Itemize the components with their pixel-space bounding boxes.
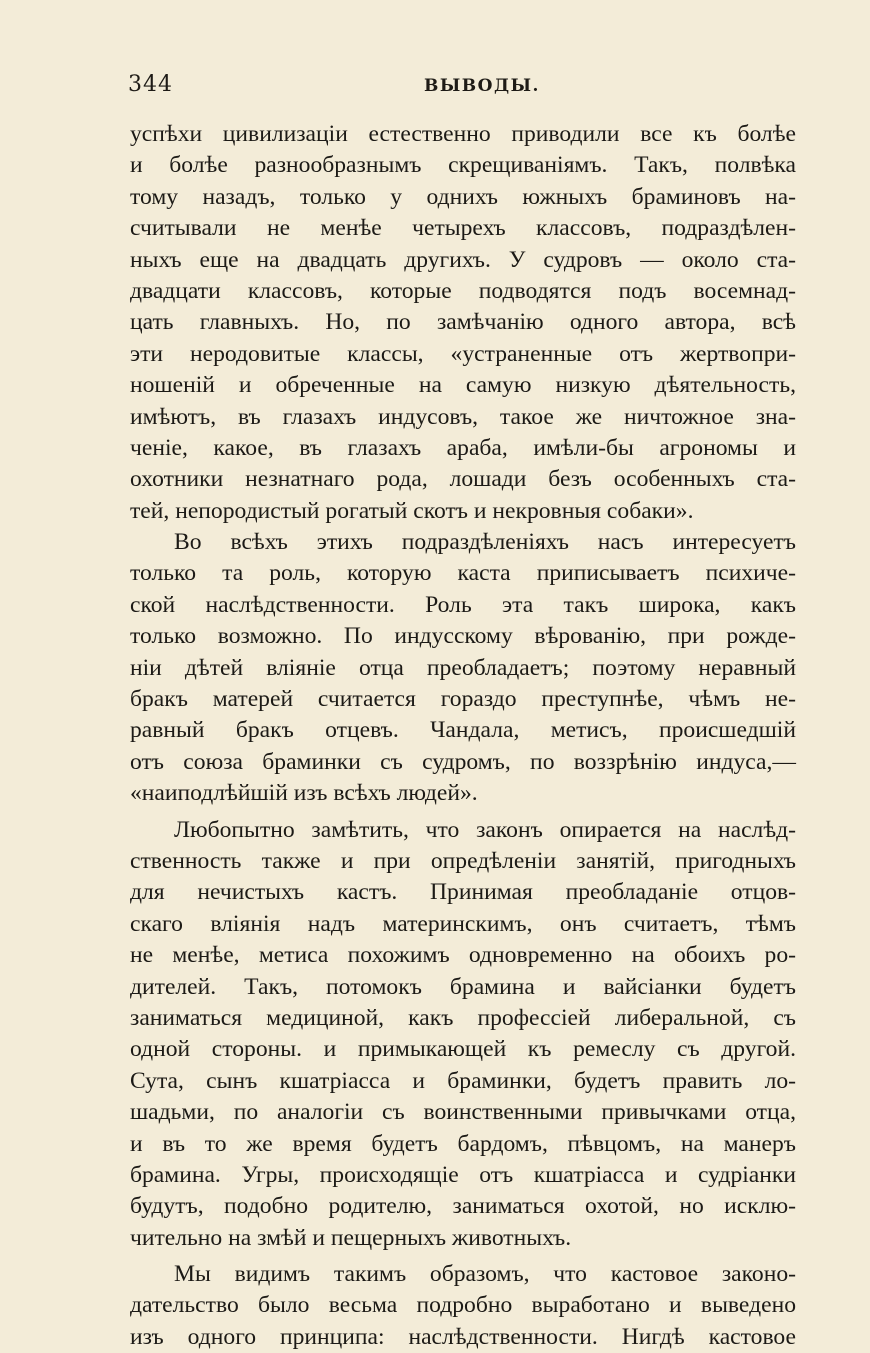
text-line: дителей. Такъ, потомокъ брамина и вайсіанки будетъ bbox=[130, 973, 796, 1000]
text-line: для нечистыхъ кастъ. Принимая преобладаніе отцов- bbox=[130, 879, 796, 906]
text-line: ченіе, какое, въ глазахъ араба, имѣли-бы агрономы и bbox=[130, 434, 796, 461]
text-line: имѣютъ, въ глазахъ индусовъ, такое же ничтожное зна- bbox=[130, 403, 796, 430]
text-line: чительно на змѣй и пещерныхъ животныхъ. bbox=[130, 1224, 572, 1251]
text-line: эти неродовитые классы, «устраненные отъ жертвопри- bbox=[130, 340, 796, 367]
text-line: Сута, сынъ кшатріасса и браминки, будетъ править ло- bbox=[130, 1067, 796, 1094]
running-head bbox=[128, 72, 794, 104]
text-line: «наиподлѣйшій изъ всѣхъ людей». bbox=[130, 780, 478, 807]
text-line: будутъ, подобно родителю, заниматься охотой, но исклю- bbox=[130, 1193, 796, 1220]
text-line: только та роль, которую каста приписываетъ психиче- bbox=[130, 560, 796, 587]
text-line: тому назадъ, только у однихъ южныхъ браминовъ на- bbox=[130, 183, 796, 210]
text-line: равный бракъ отцевъ. Чандала, метисъ, происшедшій bbox=[130, 717, 796, 744]
text-line: и въ то же время будетъ бардомъ, пѣвцомъ, на манеръ bbox=[130, 1130, 796, 1157]
text-line: успѣхи цивилизаціи естественно приводили все къ болѣе bbox=[130, 121, 796, 147]
text-line: дательство было весьма подробно выработано и выведено bbox=[130, 1292, 796, 1319]
text-line: шадьми, по аналогіи съ воинственными привычками отца, bbox=[130, 1099, 796, 1126]
text-line: Любопытно замѣтить, что законъ опирается на наслѣд- bbox=[174, 816, 796, 843]
text-line: и болѣе разнообразнымъ скрещиваніямъ. Такъ, полвѣка bbox=[130, 152, 796, 179]
text-line: охотники незнатнаго рода, лошади безъ особенныхъ ста- bbox=[130, 466, 796, 493]
text-line: Мы видимъ такимъ образомъ, что кастовое законо- bbox=[174, 1261, 796, 1288]
text-line: ской наслѣдственности. Роль эта такъ широка, какъ bbox=[130, 591, 796, 618]
text-line: цать главныхъ. Но, по замѣчанію одного автора, всѣ bbox=[130, 309, 796, 336]
body-text bbox=[130, 119, 796, 1353]
running-title: ВЫВОДЫ. bbox=[424, 76, 540, 96]
text-line: тей, непородистый рогатый скотъ и некровныя собаки». bbox=[130, 497, 694, 524]
paragraph-1 bbox=[130, 119, 796, 527]
text-line: изъ одного принципа: наслѣдственности. Нигдѣ кастовое bbox=[130, 1323, 796, 1350]
paragraph-2 bbox=[130, 527, 796, 810]
text-line: не менѣе, метиса похожимъ одновременно на обоихъ ро- bbox=[130, 942, 796, 969]
paragraph-3 bbox=[130, 815, 796, 1254]
text-line: ственность также и при опредѣленіи занятій, пригодныхъ bbox=[130, 847, 796, 874]
text-line: ныхъ еще на двадцать другихъ. У судровъ — около ста- bbox=[130, 246, 796, 273]
text-line: ніи дѣтей вліяніе отца преобладаетъ; поэтому неравный bbox=[130, 654, 796, 681]
text-line: заниматься медициной, какъ професcіей либеральной, съ bbox=[130, 1004, 796, 1031]
text-line: одной стороны. и примыкающей къ ремеслу съ другой. bbox=[130, 1036, 796, 1063]
text-line: Во всѣхъ этихъ подраздѣленіяхъ насъ интересуетъ bbox=[174, 529, 796, 556]
text-line: только возможно. По индусскому вѣрованію, при рожде- bbox=[130, 623, 796, 650]
paragraph-4 bbox=[130, 1259, 796, 1353]
text-line: бракъ матерей считается гораздо преступнѣе, чѣмъ не- bbox=[130, 686, 796, 713]
text-line: брамина. Угры, происходящіе отъ кшатріасса и судріанки bbox=[130, 1161, 796, 1188]
page-number: 344 bbox=[128, 72, 173, 97]
text-line: двадцати классовъ, которые подводятся подъ восемнад- bbox=[130, 277, 796, 304]
text-line: считывали не менѣе четырехъ классовъ, подраздѣлен- bbox=[130, 215, 796, 242]
text-line: отъ союза браминки съ судромъ, по воззрѣнію индуса,— bbox=[130, 748, 796, 775]
text-line: ношеній и обреченные на самую низкую дѣятельность, bbox=[130, 372, 796, 399]
text-line: скаго вліянія надъ материнскимъ, онъ считаетъ, тѣмъ bbox=[130, 910, 796, 937]
